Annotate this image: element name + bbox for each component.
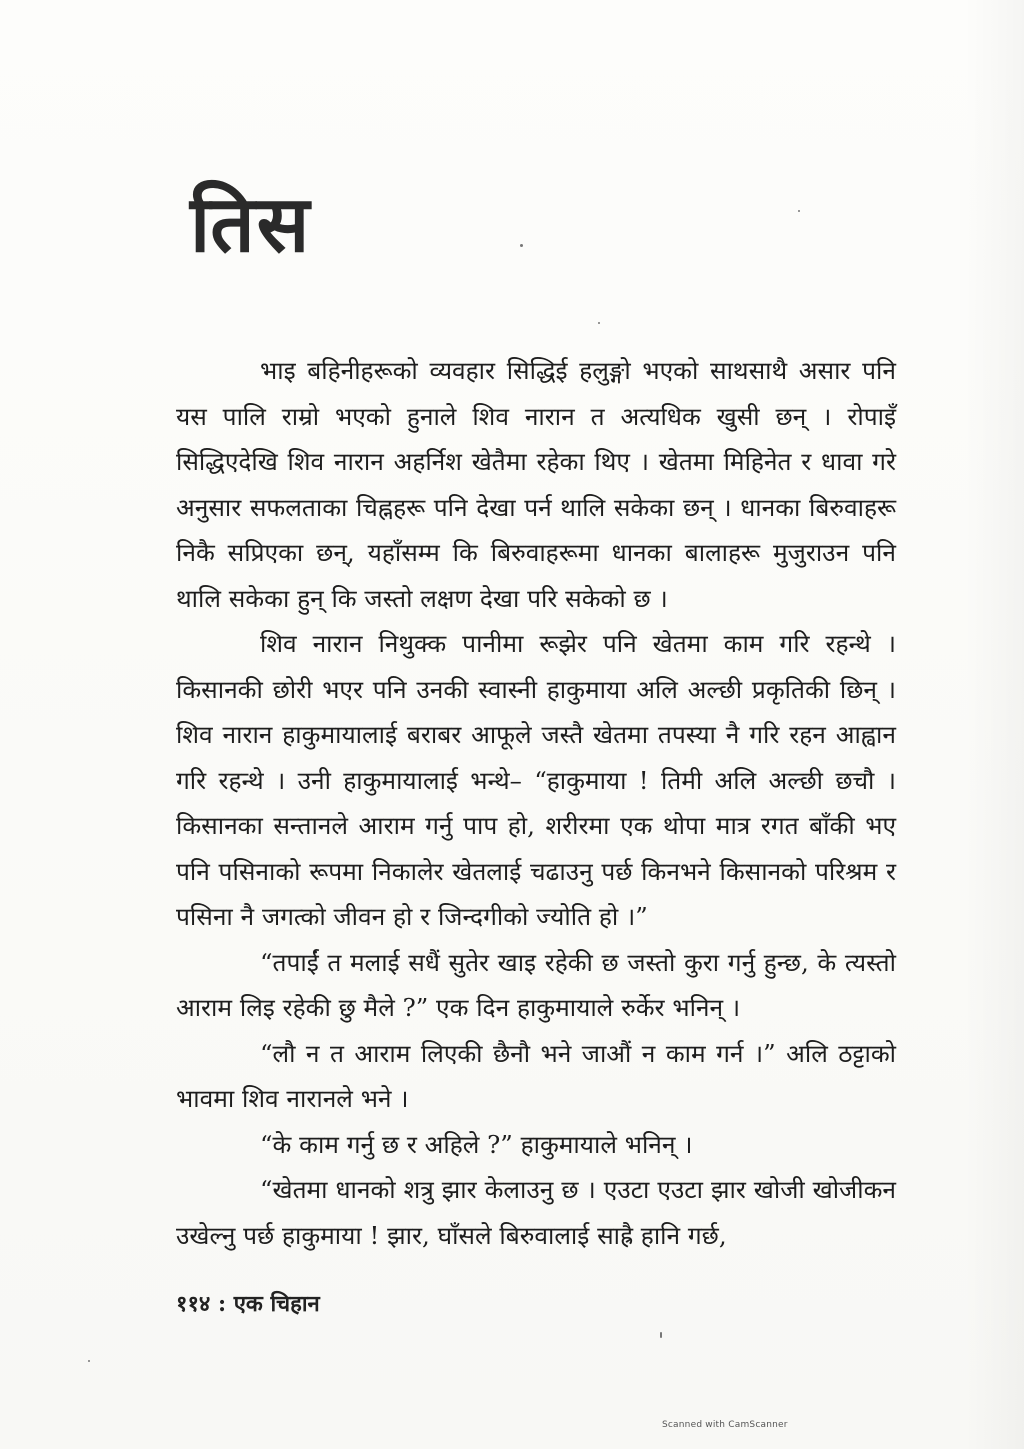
scan-speck bbox=[798, 210, 800, 212]
page-footer: ११४ : एक चिहान bbox=[176, 1291, 320, 1317]
paragraph: “के काम गर्नु छ र अहिले ?” हाकुमायाले भनिन् । bbox=[260, 1129, 693, 1159]
paragraph: “लौ न त आराम लिएकी छैनौ भने जाऔं न काम गर्न ।” अलि ठट्टाको भावमा शिव नारानले भने । bbox=[176, 1038, 896, 1113]
page-edge-shadow bbox=[964, 0, 1024, 1449]
chapter-body bbox=[176, 348, 896, 1258]
scan-speck bbox=[660, 1332, 662, 1338]
chapter-title: तिस bbox=[190, 179, 312, 270]
scan-speck bbox=[520, 244, 523, 247]
scan-speck bbox=[88, 1360, 90, 1362]
paragraph: शिव नारान निथुक्क पानीमा रूझेर पनि खेतमा काम गरि रहन्थे । किसानकी छोरी भएर पनि उनकी स्वास्नी हाकुमाया अलि अल्छी प्रकृतिकी छिन् । शिव नारान हाकुमायालाई बराबर आफूले जस्तै खेतमा तपस्या नै गरि रहन आह्वान गरि रहन्थे । उनी हाकुमायालाई भन्थे– “हाकुमाया ! तिमी अलि अल्छी छचौ । किसानका सन्तानले आराम गर्नु पाप हो, शरीरमा एक थोपा मात्र रगत बाँकी भए पनि पसिनाको रूपमा निकालेर खेतलाई चढाउनु पर्छ किनभने किसानको परिश्रम र पसिना नै जगत्को जीवन हो र जिन्दगीको ज्योति हो ।” bbox=[176, 629, 896, 931]
scan-speck bbox=[598, 322, 600, 324]
paragraph: “खेतमा धानको शत्रु झार केलाउनु छ । एउटा एउटा झार खोजी खोजीकन उखेल्नु पर्छ हाकुमाया ! झार, घाँसले बिरुवालाई साह्रै हानि गर्छ, bbox=[176, 1175, 896, 1250]
paragraph: भाइ बहिनीहरूको व्यवहार सिद्धिई हलुङ्गो भएको साथसाथै असार पनि यस पालि राम्रो भएको हुनाले शिव नारान त अत्यधिक खुसी छन् । रोपाइँ सिद्धिएदेखि शिव नारान अहर्निश खेतैमा रहेका थिए । खेतमा मिहिनेत र धावा गरे अनुसार सफलताका चिह्नहरू पनि देखा पर्न थालि सकेका छन् । धानका बिरुवाहरू निकै सप्रिएका छन्, यहाँसम्म कि बिरुवाहरूमा धानका बालाहरू मुजुराउन पनि थालि सकेका हुन् कि जस्तो लक्षण देखा परि सकेको छ । bbox=[176, 356, 896, 613]
scanner-watermark: Scanned with CamScanner bbox=[662, 1420, 788, 1430]
paragraph: “तपाईं त मलाई सधैं सुतेर खाइ रहेकी छ जस्तो कुरा गर्नु हुन्छ, के त्यस्तो आराम लिइ रहेकी छु मैले ?” एक दिन हाकुमायाले रुर्केर भनिन् । bbox=[176, 947, 896, 1022]
